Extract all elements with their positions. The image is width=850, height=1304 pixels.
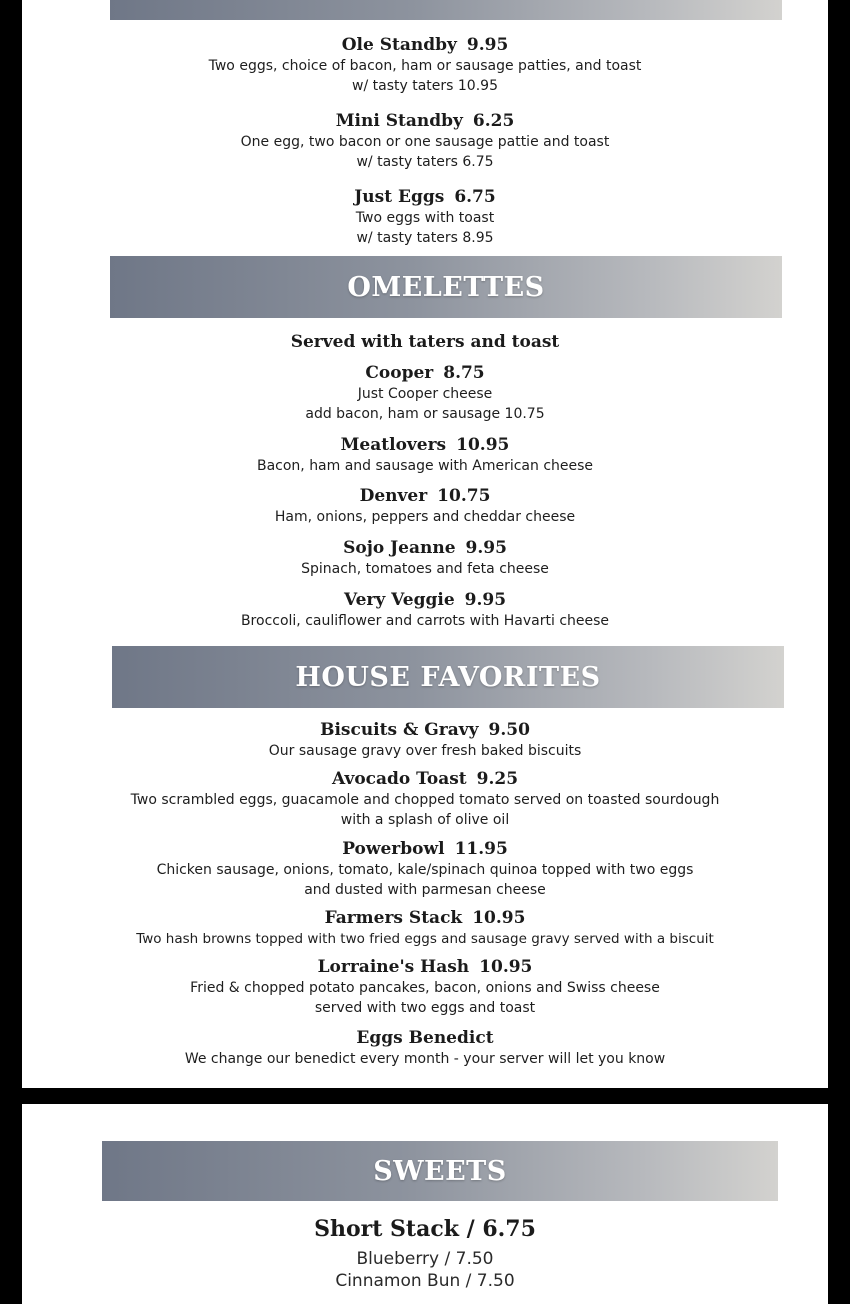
short-stack-title: Short Stack / 6.75	[314, 1216, 536, 1242]
item-price: 6.25	[472, 111, 515, 131]
item-description: add bacon, ham or sausage 10.75	[305, 406, 545, 422]
menu-item	[22, 537, 828, 579]
item-description: w/ tasty taters 6.75	[356, 154, 494, 170]
omelettes-section-banner	[110, 256, 782, 318]
item-description: Broccoli, cauliflower and carrots with Havarti cheese	[240, 613, 610, 629]
menu-item	[22, 186, 828, 248]
menu-item	[22, 907, 828, 949]
house-favorites-section-banner	[112, 646, 784, 708]
menu-item	[22, 485, 828, 527]
menu-item	[22, 362, 828, 424]
item-description: One egg, two bacon or one sausage pattie and toast	[240, 134, 610, 150]
item-name: Lorraine's Hash	[317, 957, 470, 977]
item-description: served with two eggs and toast	[314, 1000, 536, 1016]
section-title: OMELETTES	[347, 271, 545, 303]
item-name: Very Veggie	[343, 590, 455, 610]
section-title: HOUSE FAVORITES	[295, 661, 601, 693]
menu-item	[22, 719, 828, 761]
item-description: Our sausage gravy over fresh baked biscuits	[268, 743, 582, 759]
item-name: Powerbowl	[342, 839, 445, 859]
item-name: Mini Standby	[335, 111, 463, 131]
item-name: Avocado Toast	[331, 769, 467, 789]
item-price: 10.95	[479, 957, 533, 977]
item-name: Denver	[359, 486, 428, 506]
menu-item	[22, 34, 828, 96]
menu-item	[22, 110, 828, 172]
menu-item	[22, 434, 828, 476]
item-description: w/ tasty taters 10.95	[352, 78, 498, 94]
item-description: w/ tasty taters 8.95	[356, 230, 494, 246]
menu-item	[22, 1027, 828, 1069]
menu-page-1	[22, 0, 828, 1088]
item-description: Spinach, tomatoes and feta cheese	[301, 561, 549, 577]
eggs-section-banner	[110, 0, 782, 20]
item-description: Two scrambled eggs, guacamole and chopped tomato served on toasted sourdough	[130, 792, 720, 808]
item-price: 9.95	[465, 538, 507, 558]
menu-item	[22, 768, 828, 830]
item-description: Two hash browns topped with two fried eggs and sausage gravy served with a biscuit	[136, 931, 714, 947]
sweet-option: Cinnamon Bun / 7.50	[335, 1271, 515, 1291]
section-note: Served with taters and toast	[290, 332, 560, 352]
item-name: Sojo Jeanne	[343, 538, 456, 558]
item-price: 6.75	[454, 187, 496, 207]
item-description: Just Cooper cheese	[357, 386, 493, 402]
item-name: Cooper	[365, 363, 434, 383]
item-description: Bacon, ham and sausage with American cheese	[256, 458, 594, 474]
item-price: 10.95	[456, 435, 510, 455]
item-description: Ham, onions, peppers and cheddar cheese	[274, 509, 576, 525]
item-description: Two eggs with toast	[355, 210, 495, 226]
item-name: Farmers Stack	[324, 908, 463, 928]
item-description: We change our benedict every month - your server will let you know	[184, 1051, 666, 1067]
item-price: 10.95	[472, 908, 526, 928]
item-description: Chicken sausage, onions, tomato, kale/spinach quinoa topped with two eggs	[156, 862, 694, 878]
item-price: 9.95	[464, 590, 507, 610]
item-name: Ole Standby	[341, 35, 457, 55]
item-name: Just Eggs	[354, 187, 445, 207]
item-description: Fried & chopped potato pancakes, bacon, onions and Swiss cheese	[190, 980, 660, 996]
item-name: Meatlovers	[340, 435, 447, 455]
item-description: and dusted with parmesan cheese	[304, 882, 546, 898]
sweets-section-banner	[102, 1141, 778, 1201]
item-description: with a splash of olive oil	[340, 812, 510, 828]
item-name: Biscuits & Gravy	[320, 720, 479, 740]
item-price: 9.50	[488, 720, 530, 740]
sweet-option: Blueberry / 7.50	[356, 1249, 494, 1269]
item-price: 9.25	[476, 769, 519, 789]
item-price: 8.75	[443, 363, 485, 383]
item-price: 9.95	[466, 35, 509, 55]
item-price: 11.95	[454, 839, 508, 859]
item-name: Eggs Benedict	[356, 1028, 494, 1048]
item-description: Two eggs, choice of bacon, ham or sausage patties, and toast	[208, 58, 642, 74]
menu-item	[22, 956, 828, 1018]
menu-page-2	[22, 1104, 828, 1304]
item-price: 10.75	[437, 486, 491, 506]
menu-item	[22, 589, 828, 631]
section-title: SWEETS	[373, 1155, 507, 1187]
menu-item	[22, 838, 828, 900]
